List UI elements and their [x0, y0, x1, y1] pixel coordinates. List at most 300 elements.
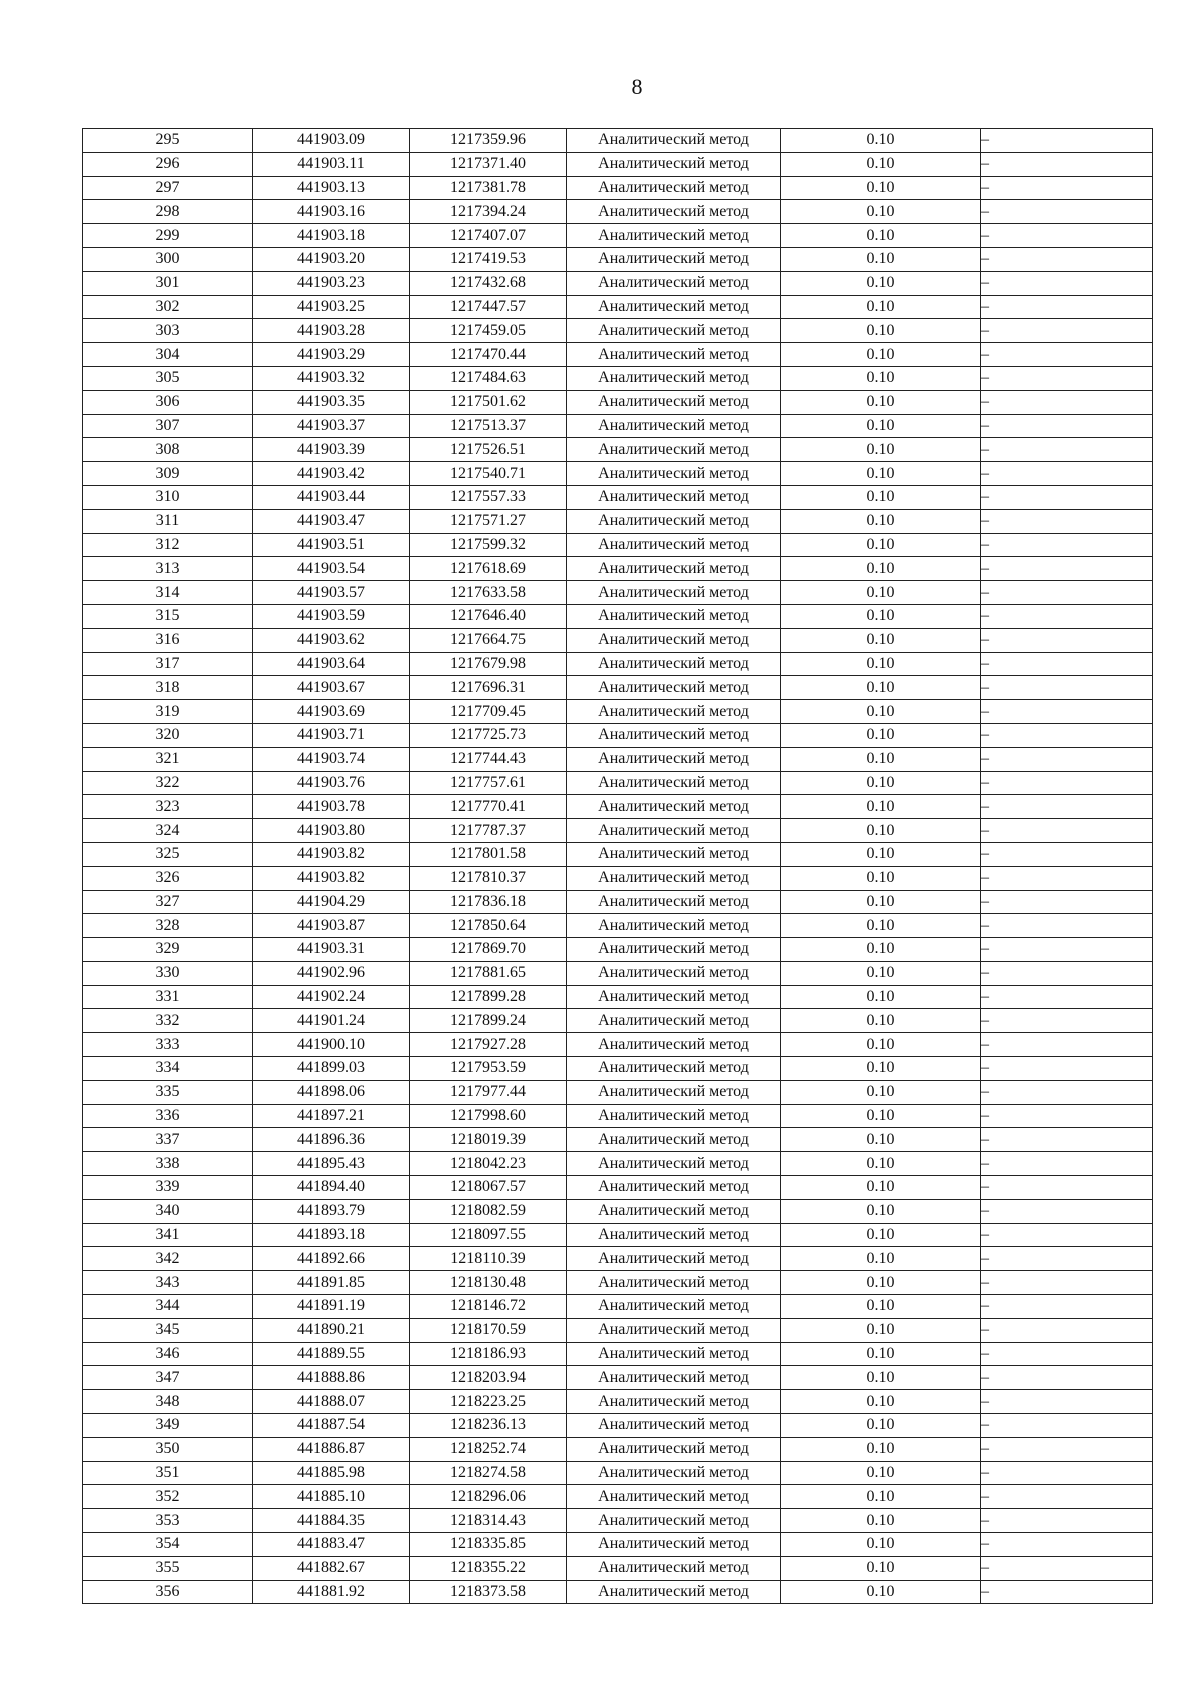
accuracy-cell: 0.10 — [781, 700, 981, 724]
table-row — [83, 1271, 1153, 1295]
x-coordinate-cell: 441893.79 — [253, 1199, 410, 1223]
x-coordinate-cell: 441888.07 — [253, 1390, 410, 1414]
x-coordinate-cell: 441896.36 — [253, 1128, 410, 1152]
method-cell: Аналитический метод — [567, 723, 781, 747]
note-cell: – — [981, 319, 1153, 343]
method-cell: Аналитический метод — [567, 1414, 781, 1438]
note-cell: – — [981, 1318, 1153, 1342]
x-coordinate-cell: 441893.18 — [253, 1223, 410, 1247]
y-coordinate-cell: 1217459.05 — [410, 319, 567, 343]
table-row — [83, 224, 1153, 248]
accuracy-cell: 0.10 — [781, 795, 981, 819]
x-coordinate-cell: 441903.18 — [253, 224, 410, 248]
x-coordinate-cell: 441891.19 — [253, 1295, 410, 1319]
method-cell: Аналитический метод — [567, 390, 781, 414]
table-row — [83, 771, 1153, 795]
accuracy-cell: 0.10 — [781, 533, 981, 557]
accuracy-cell: 0.10 — [781, 581, 981, 605]
table-row — [83, 295, 1153, 319]
point-number-cell: 311 — [83, 509, 253, 533]
table-row — [83, 1509, 1153, 1533]
y-coordinate-cell: 1218097.55 — [410, 1223, 567, 1247]
accuracy-cell: 0.10 — [781, 414, 981, 438]
note-cell: – — [981, 581, 1153, 605]
method-cell: Аналитический метод — [567, 604, 781, 628]
point-number-cell: 349 — [83, 1414, 253, 1438]
table-row — [83, 938, 1153, 962]
accuracy-cell: 0.10 — [781, 295, 981, 319]
point-number-cell: 344 — [83, 1295, 253, 1319]
table-row — [83, 1485, 1153, 1509]
accuracy-cell: 0.10 — [781, 1080, 981, 1104]
page-number: 8 — [631, 74, 643, 99]
x-coordinate-cell: 441883.47 — [253, 1533, 410, 1557]
point-number-cell: 337 — [83, 1128, 253, 1152]
y-coordinate-cell: 1217470.44 — [410, 343, 567, 367]
method-cell: Аналитический метод — [567, 1366, 781, 1390]
note-cell: – — [981, 533, 1153, 557]
table-row — [83, 1104, 1153, 1128]
y-coordinate-cell: 1217977.44 — [410, 1080, 567, 1104]
method-cell: Аналитический метод — [567, 533, 781, 557]
accuracy-cell: 0.10 — [781, 1556, 981, 1580]
accuracy-cell: 0.10 — [781, 509, 981, 533]
table-row — [83, 1461, 1153, 1485]
x-coordinate-cell: 441903.51 — [253, 533, 410, 557]
point-number-cell: 340 — [83, 1199, 253, 1223]
table-row — [83, 1533, 1153, 1557]
note-cell: – — [981, 842, 1153, 866]
table-row — [83, 1176, 1153, 1200]
accuracy-cell: 0.10 — [781, 1414, 981, 1438]
method-cell: Аналитический метод — [567, 1485, 781, 1509]
method-cell: Аналитический метод — [567, 1128, 781, 1152]
point-number-cell: 348 — [83, 1390, 253, 1414]
y-coordinate-cell: 1217709.45 — [410, 700, 567, 724]
x-coordinate-cell: 441903.67 — [253, 676, 410, 700]
note-cell: – — [981, 700, 1153, 724]
x-coordinate-cell: 441903.23 — [253, 271, 410, 295]
accuracy-cell: 0.10 — [781, 1152, 981, 1176]
y-coordinate-cell: 1217394.24 — [410, 200, 567, 224]
table-row — [83, 795, 1153, 819]
coordinates-table-body — [83, 129, 1153, 1604]
x-coordinate-cell: 441900.10 — [253, 1033, 410, 1057]
note-cell: – — [981, 414, 1153, 438]
note-cell: – — [981, 676, 1153, 700]
x-coordinate-cell: 441903.80 — [253, 819, 410, 843]
method-cell: Аналитический метод — [567, 961, 781, 985]
y-coordinate-cell: 1218223.25 — [410, 1390, 567, 1414]
point-number-cell: 320 — [83, 723, 253, 747]
point-number-cell: 304 — [83, 343, 253, 367]
y-coordinate-cell: 1218170.59 — [410, 1318, 567, 1342]
point-number-cell: 346 — [83, 1342, 253, 1366]
y-coordinate-cell: 1217557.33 — [410, 485, 567, 509]
method-cell: Аналитический метод — [567, 1318, 781, 1342]
table-row — [83, 1223, 1153, 1247]
point-number-cell: 354 — [83, 1533, 253, 1557]
table-row — [83, 1437, 1153, 1461]
x-coordinate-cell: 441903.35 — [253, 390, 410, 414]
accuracy-cell: 0.10 — [781, 176, 981, 200]
y-coordinate-cell: 1218067.57 — [410, 1176, 567, 1200]
note-cell: – — [981, 1556, 1153, 1580]
accuracy-cell: 0.10 — [781, 247, 981, 271]
method-cell: Аналитический метод — [567, 1080, 781, 1104]
point-number-cell: 334 — [83, 1057, 253, 1081]
y-coordinate-cell: 1217770.41 — [410, 795, 567, 819]
x-coordinate-cell: 441903.54 — [253, 557, 410, 581]
accuracy-cell: 0.10 — [781, 676, 981, 700]
method-cell: Аналитический метод — [567, 1104, 781, 1128]
point-number-cell: 298 — [83, 200, 253, 224]
table-row — [83, 819, 1153, 843]
note-cell: – — [981, 795, 1153, 819]
accuracy-cell: 0.10 — [781, 1033, 981, 1057]
y-coordinate-cell: 1217381.78 — [410, 176, 567, 200]
point-number-cell: 330 — [83, 961, 253, 985]
table-row — [83, 652, 1153, 676]
method-cell: Аналитический метод — [567, 462, 781, 486]
method-cell: Аналитический метод — [567, 1223, 781, 1247]
point-number-cell: 341 — [83, 1223, 253, 1247]
y-coordinate-cell: 1217432.68 — [410, 271, 567, 295]
table-row — [83, 1009, 1153, 1033]
note-cell: – — [981, 1033, 1153, 1057]
y-coordinate-cell: 1217810.37 — [410, 866, 567, 890]
coordinates-table — [82, 128, 1153, 1604]
note-cell: – — [981, 1057, 1153, 1081]
table-row — [83, 176, 1153, 200]
accuracy-cell: 0.10 — [781, 1580, 981, 1604]
y-coordinate-cell: 1217881.65 — [410, 961, 567, 985]
x-coordinate-cell: 441890.21 — [253, 1318, 410, 1342]
accuracy-cell: 0.10 — [781, 1461, 981, 1485]
accuracy-cell: 0.10 — [781, 1318, 981, 1342]
point-number-cell: 297 — [83, 176, 253, 200]
accuracy-cell: 0.10 — [781, 1104, 981, 1128]
table-row — [83, 890, 1153, 914]
x-coordinate-cell: 441903.25 — [253, 295, 410, 319]
accuracy-cell: 0.10 — [781, 319, 981, 343]
table-row — [83, 866, 1153, 890]
method-cell: Аналитический метод — [567, 1271, 781, 1295]
point-number-cell: 339 — [83, 1176, 253, 1200]
note-cell: – — [981, 366, 1153, 390]
note-cell: – — [981, 1247, 1153, 1271]
accuracy-cell: 0.10 — [781, 1509, 981, 1533]
x-coordinate-cell: 441892.66 — [253, 1247, 410, 1271]
point-number-cell: 301 — [83, 271, 253, 295]
table-row — [83, 129, 1153, 153]
accuracy-cell: 0.10 — [781, 1199, 981, 1223]
x-coordinate-cell: 441903.82 — [253, 866, 410, 890]
point-number-cell: 355 — [83, 1556, 253, 1580]
method-cell: Аналитический метод — [567, 938, 781, 962]
note-cell: – — [981, 961, 1153, 985]
note-cell: – — [981, 176, 1153, 200]
table-row — [83, 1247, 1153, 1271]
note-cell: – — [981, 771, 1153, 795]
point-number-cell: 299 — [83, 224, 253, 248]
y-coordinate-cell: 1218082.59 — [410, 1199, 567, 1223]
y-coordinate-cell: 1218355.22 — [410, 1556, 567, 1580]
x-coordinate-cell: 441903.59 — [253, 604, 410, 628]
y-coordinate-cell: 1217484.63 — [410, 366, 567, 390]
y-coordinate-cell: 1217419.53 — [410, 247, 567, 271]
point-number-cell: 328 — [83, 914, 253, 938]
note-cell: – — [981, 1080, 1153, 1104]
x-coordinate-cell: 441885.10 — [253, 1485, 410, 1509]
y-coordinate-cell: 1217407.07 — [410, 224, 567, 248]
method-cell: Аналитический метод — [567, 1057, 781, 1081]
table-row — [83, 1390, 1153, 1414]
x-coordinate-cell: 441903.47 — [253, 509, 410, 533]
accuracy-cell: 0.10 — [781, 842, 981, 866]
method-cell: Аналитический метод — [567, 129, 781, 153]
x-coordinate-cell: 441903.82 — [253, 842, 410, 866]
x-coordinate-cell: 441903.13 — [253, 176, 410, 200]
note-cell: – — [981, 152, 1153, 176]
note-cell: – — [981, 914, 1153, 938]
method-cell: Аналитический метод — [567, 1461, 781, 1485]
note-cell: – — [981, 200, 1153, 224]
note-cell: – — [981, 557, 1153, 581]
point-number-cell: 319 — [83, 700, 253, 724]
y-coordinate-cell: 1218373.58 — [410, 1580, 567, 1604]
y-coordinate-cell: 1218335.85 — [410, 1533, 567, 1557]
accuracy-cell: 0.10 — [781, 771, 981, 795]
y-coordinate-cell: 1217725.73 — [410, 723, 567, 747]
x-coordinate-cell: 441903.71 — [253, 723, 410, 747]
x-coordinate-cell: 441891.85 — [253, 1271, 410, 1295]
table-row — [83, 723, 1153, 747]
point-number-cell: 343 — [83, 1271, 253, 1295]
point-number-cell: 309 — [83, 462, 253, 486]
x-coordinate-cell: 441904.29 — [253, 890, 410, 914]
accuracy-cell: 0.10 — [781, 723, 981, 747]
note-cell: – — [981, 1509, 1153, 1533]
point-number-cell: 310 — [83, 485, 253, 509]
note-cell: – — [981, 390, 1153, 414]
table-row — [83, 1128, 1153, 1152]
x-coordinate-cell: 441902.24 — [253, 985, 410, 1009]
point-number-cell: 321 — [83, 747, 253, 771]
method-cell: Аналитический метод — [567, 200, 781, 224]
accuracy-cell: 0.10 — [781, 1271, 981, 1295]
x-coordinate-cell: 441903.44 — [253, 485, 410, 509]
note-cell: – — [981, 224, 1153, 248]
note-cell: – — [981, 1199, 1153, 1223]
x-coordinate-cell: 441884.35 — [253, 1509, 410, 1533]
point-number-cell: 312 — [83, 533, 253, 557]
note-cell: – — [981, 1176, 1153, 1200]
method-cell: Аналитический метод — [567, 1509, 781, 1533]
accuracy-cell: 0.10 — [781, 557, 981, 581]
table-row — [83, 271, 1153, 295]
point-number-cell: 345 — [83, 1318, 253, 1342]
table-row — [83, 509, 1153, 533]
table-row — [83, 985, 1153, 1009]
y-coordinate-cell: 1217899.24 — [410, 1009, 567, 1033]
point-number-cell: 324 — [83, 819, 253, 843]
x-coordinate-cell: 441902.96 — [253, 961, 410, 985]
x-coordinate-cell: 441903.64 — [253, 652, 410, 676]
point-number-cell: 327 — [83, 890, 253, 914]
method-cell: Аналитический метод — [567, 842, 781, 866]
accuracy-cell: 0.10 — [781, 1342, 981, 1366]
x-coordinate-cell: 441903.09 — [253, 129, 410, 153]
note-cell: – — [981, 462, 1153, 486]
table-row — [83, 1152, 1153, 1176]
accuracy-cell: 0.10 — [781, 938, 981, 962]
x-coordinate-cell: 441903.62 — [253, 628, 410, 652]
y-coordinate-cell: 1217998.60 — [410, 1104, 567, 1128]
y-coordinate-cell: 1218130.48 — [410, 1271, 567, 1295]
table-row — [83, 319, 1153, 343]
accuracy-cell: 0.10 — [781, 224, 981, 248]
point-number-cell: 305 — [83, 366, 253, 390]
table-row — [83, 1342, 1153, 1366]
y-coordinate-cell: 1217359.96 — [410, 129, 567, 153]
point-number-cell: 336 — [83, 1104, 253, 1128]
table-row — [83, 1033, 1153, 1057]
note-cell: – — [981, 652, 1153, 676]
accuracy-cell: 0.10 — [781, 747, 981, 771]
y-coordinate-cell: 1217836.18 — [410, 890, 567, 914]
note-cell: – — [981, 1437, 1153, 1461]
y-coordinate-cell: 1217633.58 — [410, 581, 567, 605]
y-coordinate-cell: 1218252.74 — [410, 1437, 567, 1461]
method-cell: Аналитический метод — [567, 247, 781, 271]
table-row — [83, 557, 1153, 581]
accuracy-cell: 0.10 — [781, 652, 981, 676]
accuracy-cell: 0.10 — [781, 462, 981, 486]
point-number-cell: 295 — [83, 129, 253, 153]
method-cell: Аналитический метод — [567, 224, 781, 248]
table-row — [83, 1318, 1153, 1342]
x-coordinate-cell: 441903.76 — [253, 771, 410, 795]
note-cell: – — [981, 295, 1153, 319]
point-number-cell: 307 — [83, 414, 253, 438]
method-cell: Аналитический метод — [567, 581, 781, 605]
x-coordinate-cell: 441903.74 — [253, 747, 410, 771]
table-row — [83, 1295, 1153, 1319]
table-row — [83, 485, 1153, 509]
y-coordinate-cell: 1217501.62 — [410, 390, 567, 414]
accuracy-cell: 0.10 — [781, 1176, 981, 1200]
y-coordinate-cell: 1218110.39 — [410, 1247, 567, 1271]
table-row — [83, 1199, 1153, 1223]
note-cell: – — [981, 1366, 1153, 1390]
method-cell: Аналитический метод — [567, 676, 781, 700]
x-coordinate-cell: 441903.11 — [253, 152, 410, 176]
note-cell: – — [981, 1342, 1153, 1366]
note-cell: – — [981, 1152, 1153, 1176]
accuracy-cell: 0.10 — [781, 1247, 981, 1271]
method-cell: Аналитический метод — [567, 295, 781, 319]
method-cell: Аналитический метод — [567, 366, 781, 390]
point-number-cell: 316 — [83, 628, 253, 652]
point-number-cell: 342 — [83, 1247, 253, 1271]
table-row — [83, 1580, 1153, 1604]
x-coordinate-cell: 441897.21 — [253, 1104, 410, 1128]
y-coordinate-cell: 1217757.61 — [410, 771, 567, 795]
table-row — [83, 390, 1153, 414]
method-cell: Аналитический метод — [567, 914, 781, 938]
method-cell: Аналитический метод — [567, 890, 781, 914]
table-row — [83, 747, 1153, 771]
method-cell: Аналитический метод — [567, 343, 781, 367]
x-coordinate-cell: 441903.28 — [253, 319, 410, 343]
table-row — [83, 604, 1153, 628]
method-cell: Аналитический метод — [567, 414, 781, 438]
note-cell: – — [981, 890, 1153, 914]
accuracy-cell: 0.10 — [781, 271, 981, 295]
note-cell: – — [981, 271, 1153, 295]
note-cell: – — [981, 723, 1153, 747]
x-coordinate-cell: 441887.54 — [253, 1414, 410, 1438]
note-cell: – — [981, 938, 1153, 962]
note-cell: – — [981, 1461, 1153, 1485]
x-coordinate-cell: 441903.78 — [253, 795, 410, 819]
method-cell: Аналитический метод — [567, 438, 781, 462]
accuracy-cell: 0.10 — [781, 1485, 981, 1509]
x-coordinate-cell: 441903.32 — [253, 366, 410, 390]
note-cell: – — [981, 1009, 1153, 1033]
accuracy-cell: 0.10 — [781, 129, 981, 153]
method-cell: Аналитический метод — [567, 652, 781, 676]
accuracy-cell: 0.10 — [781, 1366, 981, 1390]
x-coordinate-cell: 441889.55 — [253, 1342, 410, 1366]
point-number-cell: 335 — [83, 1080, 253, 1104]
y-coordinate-cell: 1217571.27 — [410, 509, 567, 533]
method-cell: Аналитический метод — [567, 152, 781, 176]
point-number-cell: 302 — [83, 295, 253, 319]
y-coordinate-cell: 1217696.31 — [410, 676, 567, 700]
accuracy-cell: 0.10 — [781, 1390, 981, 1414]
note-cell: – — [981, 1295, 1153, 1319]
y-coordinate-cell: 1217744.43 — [410, 747, 567, 771]
y-coordinate-cell: 1218274.58 — [410, 1461, 567, 1485]
x-coordinate-cell: 441903.39 — [253, 438, 410, 462]
method-cell: Аналитический метод — [567, 1152, 781, 1176]
table-row — [83, 343, 1153, 367]
method-cell: Аналитический метод — [567, 866, 781, 890]
note-cell: – — [981, 819, 1153, 843]
accuracy-cell: 0.10 — [781, 1437, 981, 1461]
point-number-cell: 347 — [83, 1366, 253, 1390]
accuracy-cell: 0.10 — [781, 1009, 981, 1033]
point-number-cell: 326 — [83, 866, 253, 890]
table-row — [83, 581, 1153, 605]
coordinates-table-wrapper — [82, 128, 1152, 1604]
point-number-cell: 323 — [83, 795, 253, 819]
method-cell: Аналитический метод — [567, 1342, 781, 1366]
note-cell: – — [981, 1414, 1153, 1438]
point-number-cell: 317 — [83, 652, 253, 676]
method-cell: Аналитический метод — [567, 819, 781, 843]
point-number-cell: 356 — [83, 1580, 253, 1604]
note-cell: – — [981, 1104, 1153, 1128]
table-row — [83, 1414, 1153, 1438]
accuracy-cell: 0.10 — [781, 819, 981, 843]
table-row — [83, 1080, 1153, 1104]
method-cell: Аналитический метод — [567, 1437, 781, 1461]
y-coordinate-cell: 1217540.71 — [410, 462, 567, 486]
y-coordinate-cell: 1217513.37 — [410, 414, 567, 438]
